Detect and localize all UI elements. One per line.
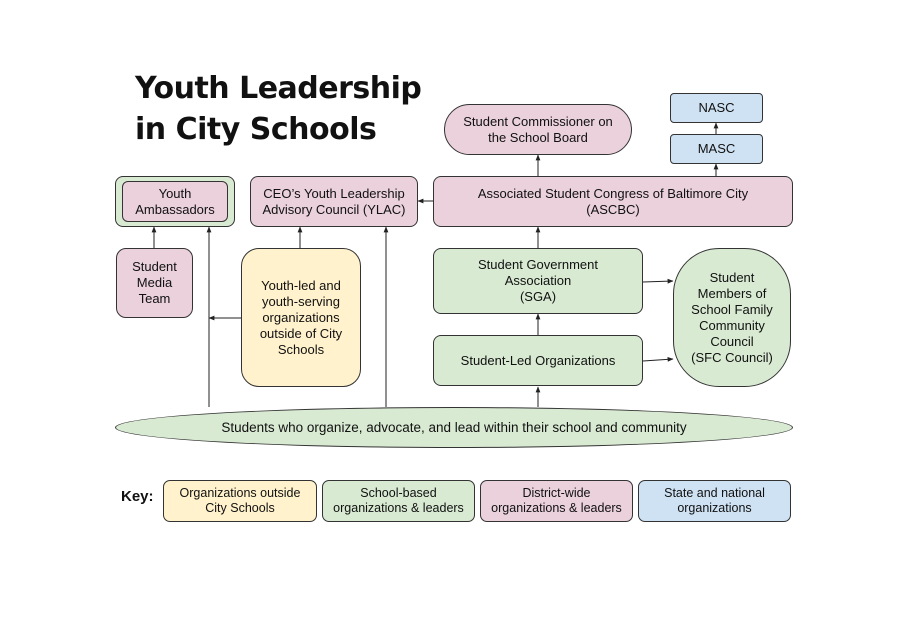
key-district-wide bbox=[480, 480, 633, 522]
youth-led-orgs-label: Youth-led and youth-serving organizations outside of City Schools bbox=[259, 277, 343, 357]
key-outside-label: Organizations outside City Schools bbox=[179, 486, 301, 515]
masc-node bbox=[670, 134, 763, 164]
youth-ambassadors-node bbox=[122, 181, 228, 222]
key-school-label: School-based organizations & leaders bbox=[333, 486, 464, 515]
diagram-title bbox=[135, 68, 435, 150]
key-district-label: District-wide organizations & leaders bbox=[491, 486, 622, 515]
youth-ambassadors-label: Youth Ambassadors bbox=[135, 185, 215, 217]
student-media-team-node bbox=[116, 248, 193, 318]
key-label: Key: bbox=[121, 488, 154, 505]
youth-led-orgs-node bbox=[241, 248, 361, 387]
sga-label: Student Government Association (SGA) bbox=[478, 257, 598, 304]
ascbc-node bbox=[433, 176, 793, 227]
title-line-2: in City Schools bbox=[135, 112, 377, 147]
student-led-orgs-node bbox=[433, 335, 643, 386]
key-outside-city-schools bbox=[163, 480, 317, 522]
students-base-label: Students who organize, advocate, and lead within their school and community bbox=[221, 419, 687, 435]
masc-label: MASC bbox=[697, 141, 736, 156]
student-commissioner-node bbox=[444, 104, 632, 155]
ylac-node bbox=[250, 176, 418, 227]
sfc-council-node bbox=[673, 248, 791, 387]
arrow-student-led-to-sfc bbox=[643, 359, 673, 361]
students-base-node bbox=[115, 407, 793, 448]
title-line-1: Youth Leadership bbox=[135, 71, 422, 106]
key-school-based bbox=[322, 480, 475, 522]
nasc-node bbox=[670, 93, 763, 123]
sga-node bbox=[433, 248, 643, 314]
ylac-label: CEO’s Youth Leadership Advisory Council (YLAC) bbox=[262, 185, 406, 217]
key-state-label: State and national organizations bbox=[664, 486, 765, 515]
sfc-council-label: Student Members of School Family Community Council (SFC Council) bbox=[691, 269, 773, 365]
key-state-national bbox=[638, 480, 791, 522]
ascbc-label: Associated Student Congress of Baltimore City (ASCBC) bbox=[477, 185, 749, 217]
student-media-team-label: Student Media Team bbox=[132, 259, 177, 306]
nasc-label: NASC bbox=[698, 100, 735, 115]
student-led-orgs-label: Student-Led Organizations bbox=[460, 352, 616, 368]
student-commissioner-label: Student Commissioner on the School Board bbox=[463, 113, 613, 145]
arrow-sga-to-sfc bbox=[643, 281, 673, 282]
